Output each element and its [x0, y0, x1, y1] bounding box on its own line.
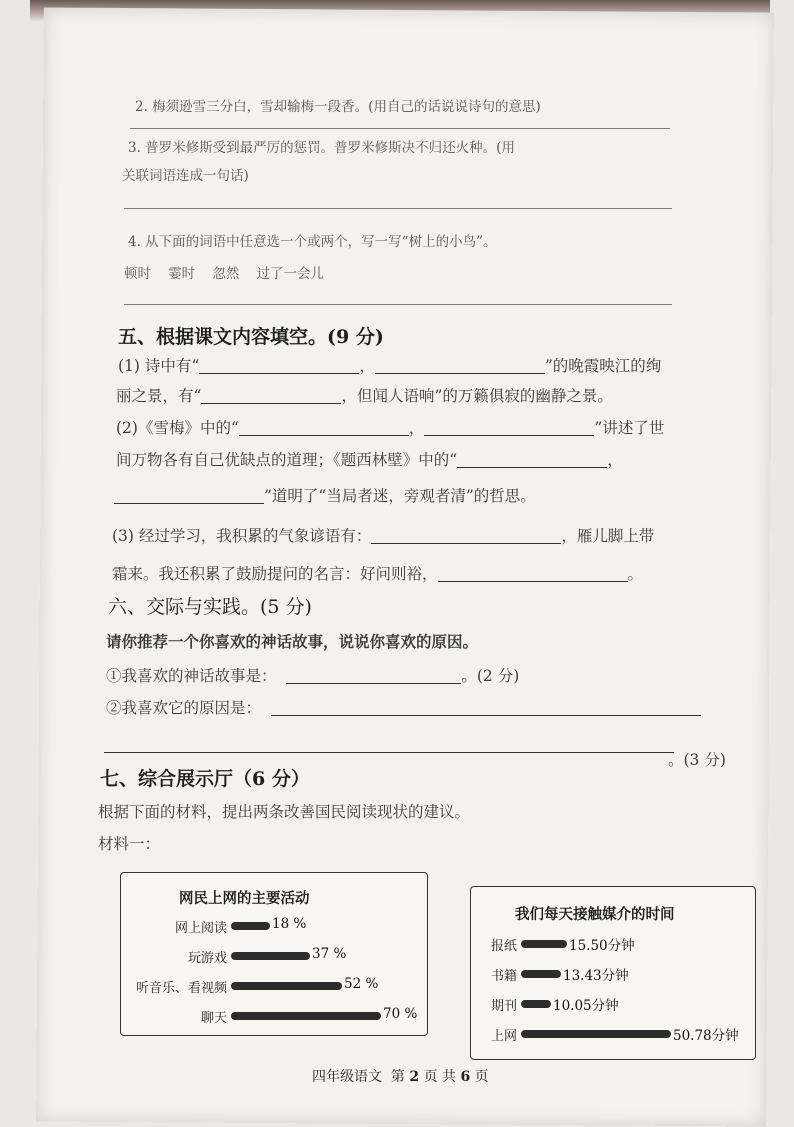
question-3-line2: 关联词语连成一句话) — [122, 168, 249, 184]
chart-media-time — [470, 886, 756, 1060]
chart-value-label: 52 % — [344, 976, 379, 992]
word-option: 忽然 — [212, 266, 240, 282]
material-label: 材料一： — [98, 835, 161, 853]
chart-bar — [231, 922, 270, 930]
section-7-title: 七、综合展示厅（6 分） — [100, 768, 310, 790]
footer-total-pages: 6 — [460, 1069, 471, 1085]
page-footer: 四年级语文 第 2 页 共 6 页 — [312, 1069, 489, 1085]
s5-line-1: (1) 诗中有“ ， ”的晚霞映江的绚 — [118, 357, 662, 375]
question-4-words — [124, 262, 324, 282]
chart-bar — [231, 982, 342, 990]
question-4: 4. 从下面的词语中任意选一个或两个，写一写“树上的小鸟”。 — [128, 234, 497, 250]
chart-bar — [521, 1030, 671, 1038]
fill-blank[interactable] — [371, 529, 561, 544]
footer-page-number: 2 — [409, 1069, 420, 1085]
fill-blank[interactable] — [239, 421, 409, 436]
section-6-item-1: ①我喜欢的神话故事是： 。(2 分) — [106, 667, 520, 685]
s5-line-4: 间万物各有自己优缺点的道理；《题西林壁》中的“ ， — [116, 451, 623, 469]
chart-value-label: 18 % — [272, 916, 307, 932]
reason-blank[interactable] — [271, 701, 701, 716]
word-option: 顿时 — [124, 266, 151, 282]
fill-blank[interactable] — [114, 489, 264, 504]
chart-value-label: 50.78分钟 — [673, 1028, 739, 1044]
section-7-instruction: 根据下面的材料，提出两条改善国民阅读现状的建议。 — [98, 803, 471, 821]
chart-value-label: 15.50分钟 — [569, 938, 635, 954]
s5-line-3: (2)《雪梅》中的“ ， ”讲述了世 — [116, 419, 665, 437]
chart-category-label: 听音乐、看视频 — [135, 981, 227, 996]
chart-category-label: 网上阅读 — [174, 921, 227, 936]
chart-category-label: 上网 — [490, 1029, 517, 1044]
question-2: 2. 梅须逊雪三分白，雪却输梅一段香。(用自己的话说说诗句的意思) — [135, 99, 541, 115]
chart-title: 网民上网的主要活动 — [179, 890, 310, 907]
fill-blank[interactable] — [457, 453, 607, 468]
s5-line-5: ”道明了“当局者迷，旁观者清”的哲思。 — [114, 484, 536, 506]
s5-line-7: 霜来。我还积累了鼓励提问的名言：好问则裕， 。 — [112, 565, 644, 583]
chart-category-label: 书籍 — [490, 969, 517, 984]
fill-blank[interactable] — [438, 567, 628, 582]
answer-line[interactable] — [124, 304, 672, 305]
word-option: 霎时 — [168, 266, 196, 282]
section-6-item-2-score: 。(3 分) — [668, 751, 726, 769]
chart-value-label: 70 % — [383, 1006, 418, 1022]
footer-subject: 四年级语文 — [312, 1069, 382, 1085]
fill-blank[interactable] — [199, 359, 359, 374]
chart-category-label: 报纸 — [490, 939, 517, 954]
fill-blank[interactable] — [375, 359, 545, 374]
chart-online-activities — [120, 872, 428, 1036]
fill-blank[interactable] — [201, 389, 341, 404]
chart-bar — [231, 1012, 381, 1020]
s5-line-2: 丽之景，有“ ，但闻人语响”的万籁俱寂的幽静之景。 — [116, 387, 613, 405]
section-6-item-2: ②我喜欢它的原因是： — [106, 696, 701, 718]
word-option: 过了一会儿 — [256, 266, 325, 282]
question-3-line1: 3. 普罗米修斯受到最严厉的惩罚。普罗米修斯决不归还火种。(用 — [128, 140, 515, 156]
story-name-blank[interactable] — [286, 669, 461, 684]
chart-value-label: 37 % — [312, 946, 347, 962]
s5-line-6: (3) 经过学习，我积累的气象谚语有： ，雁儿脚上带 — [112, 527, 655, 545]
section-6-prompt: 请你推荐一个你喜欢的神话故事，说说你喜欢的原因。 — [106, 632, 479, 651]
answer-line[interactable] — [124, 208, 672, 209]
section-5-title: 五、根据课文内容填空。(9 分) — [118, 326, 384, 348]
fill-blank[interactable] — [424, 421, 594, 436]
chart-category-label: 期刊 — [490, 999, 517, 1014]
chart-title: 我们每天接触媒介的时间 — [515, 906, 675, 923]
chart-category-label: 玩游戏 — [187, 951, 227, 966]
chart-bar — [521, 1000, 551, 1008]
reason-blank-line-2[interactable] — [104, 752, 674, 753]
answer-line[interactable] — [130, 128, 670, 129]
chart-value-label: 13.43分钟 — [563, 968, 629, 984]
chart-bar — [521, 970, 561, 978]
section-6-title: 六、交际与实践。(5 分) — [108, 596, 312, 618]
chart-value-label: 10.05分钟 — [553, 998, 619, 1014]
chart-bar — [231, 952, 310, 960]
chart-bar — [521, 940, 567, 948]
chart-category-label: 聊天 — [200, 1011, 227, 1026]
